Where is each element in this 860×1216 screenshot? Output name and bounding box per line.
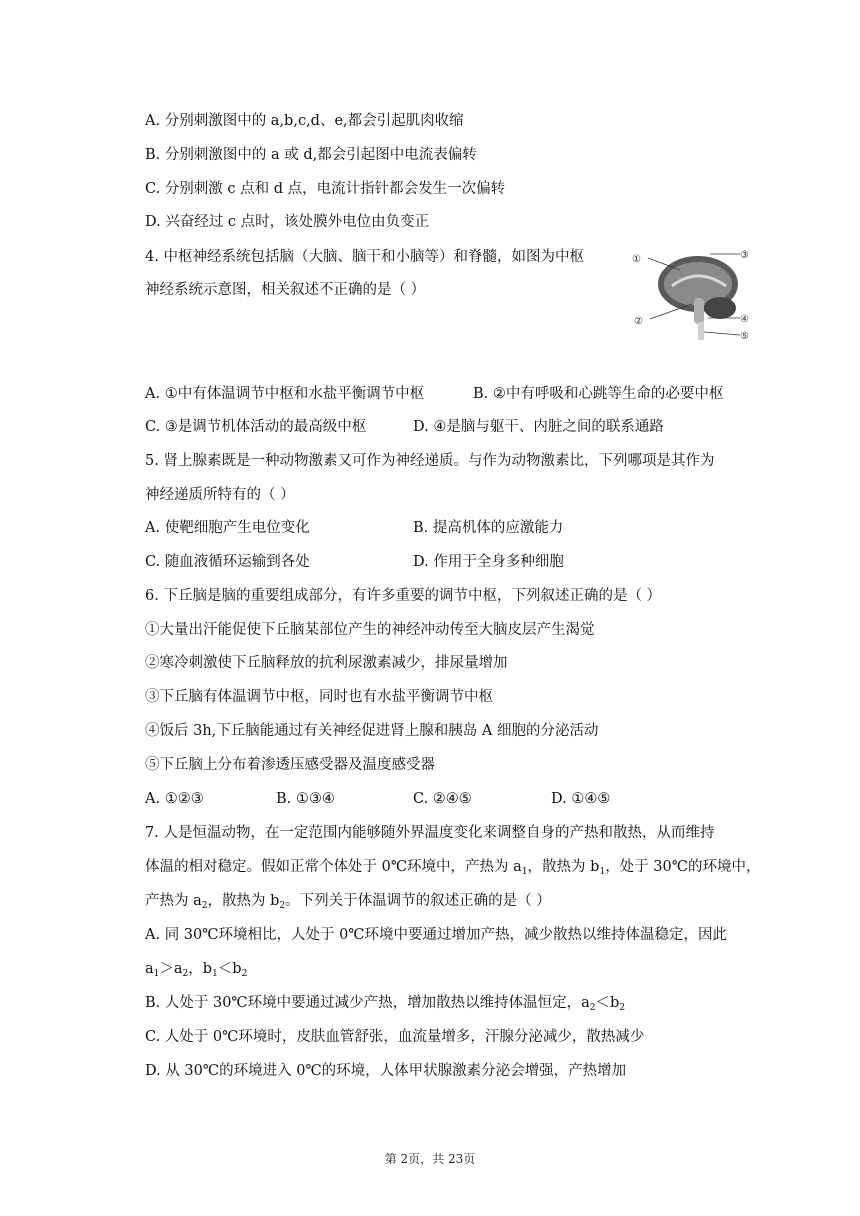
label-1: ①	[632, 254, 641, 265]
q6-item-5: ⑤下丘脑上分布着渗透压感受器及温度感受器	[145, 757, 435, 773]
q4-stem-line2: 神经系统示意图，相关叙述不正确的是（ ）	[145, 282, 426, 298]
q6-item-3: ③下丘脑有体温调节中枢，同时也有水盐平衡调节中枢	[145, 689, 493, 705]
q4-option-b: B. ②中有呼吸和心跳等生命的必要中枢	[473, 386, 724, 402]
label-4: ④	[740, 314, 749, 325]
q3-option-c: C. 分别刺激 c 点和 d 点，电流计指针都会发生一次偏转	[145, 181, 506, 197]
q5-option-b: B. 提高机体的应激能力	[413, 520, 564, 536]
q3-option-d: D. 兴奋经过 c 点时，该处膜外电位由负变正	[145, 214, 430, 230]
q7-stem-line2: 体温的相对稳定。假如正常个体处于 0℃环境中，产热为 $a_1$，散热为 $b_1$，处于 30℃的环境中，	[145, 859, 761, 877]
cerebellum-shape	[704, 297, 736, 319]
brain-diagram	[628, 246, 753, 346]
q7-stem-line1: 7. 人是恒温动物，在一定范围内能够随外界温度变化来调整自身的产热和散热，从而维持	[145, 825, 715, 841]
q4-stem-line1: 4. 中枢神经系统包括脑（大脑、脑干和小脑等）和脊髓，如图为中枢	[145, 249, 584, 265]
q6-option-c: C. ②④⑤	[413, 791, 472, 807]
label-5: ⑤	[740, 331, 749, 342]
q4-option-d: D. ④是脑与躯干、内脏之间的联系通路	[413, 419, 664, 435]
q7-option-b: B. 人处于 30℃环境中要通过减少产热，增加散热以维持体温恒定，$a_2<b_2$	[145, 995, 626, 1013]
q6-item-1: ①大量出汗能促使下丘脑某部位产生的神经冲动传至大脑皮层产生渴觉	[145, 622, 595, 638]
q3-option-b: B. 分别刺激图中的 a 或 d,都会引起图中电流表偏转	[145, 147, 477, 163]
q6-item-2: ②寒冷刺激使下丘脑释放的抗利尿激素减少，排尿量增加	[145, 655, 508, 671]
q6-option-d: D. ①④⑤	[551, 791, 611, 807]
q4-option-c: C. ③是调节机体活动的最高级中枢	[145, 419, 367, 435]
q7-option-a-line2: $a_1>a_2$，$b_1<b_2$	[145, 961, 248, 979]
q3-option-a: A. 分别刺激图中的 a,b,c,d、e,都会引起肌肉收缩	[145, 113, 464, 129]
q7-option-a-line1: A. 同 30℃环境相比，人处于 0℃环境中要通过增加产热，减少散热以维持体温稳定，因此	[145, 927, 728, 943]
label-3: ③	[740, 250, 749, 261]
q7-option-c: C. 人处于 0℃环境时，皮肤血管舒张，血流量增多，汗腺分泌减少，散热减少	[145, 1029, 645, 1045]
q5-option-a: A. 使靶细胞产生电位变化	[145, 520, 310, 536]
q7-stem-line3: 产热为 $a_2$，散热为 $b_2$。下列关于体温调节的叙述正确的是（ ）	[145, 893, 551, 911]
q5-stem-line1: 5. 肾上腺素既是一种动物激素又可作为神经递质。与作为动物激素比，下列哪项是其作为	[145, 453, 715, 469]
q6-option-a: A. ①②③	[145, 791, 204, 807]
q7-option-d: D. 从 30℃的环境进入 0℃的环境，人体甲状腺激素分泌会增强，产热增加	[145, 1063, 627, 1079]
brainstem-shape	[694, 298, 704, 324]
q5-option-c: C. 随血液循环运输到各处	[145, 554, 310, 570]
q6-stem: 6. 下丘脑是脑的重要组成部分，有许多重要的调节中枢，下列叙述正确的是（ ）	[145, 588, 662, 604]
spinal-cord-shape	[698, 322, 704, 340]
q6-option-b: B. ①③④	[276, 791, 335, 807]
q5-option-d: D. 作用于全身多种细胞	[413, 554, 564, 570]
q4-option-a: A. ①中有体温调节中枢和水盐平衡调节中枢	[145, 386, 425, 402]
q6-item-4: ④饭后 3h,下丘脑能通过有关神经促进肾上腺和胰岛 A 细胞的分泌活动	[145, 723, 599, 739]
page-footer: 第 2页，共 23页	[384, 1152, 476, 1166]
label-2: ②	[634, 316, 643, 327]
q5-stem-line2: 神经递质所特有的（ ）	[145, 487, 295, 503]
